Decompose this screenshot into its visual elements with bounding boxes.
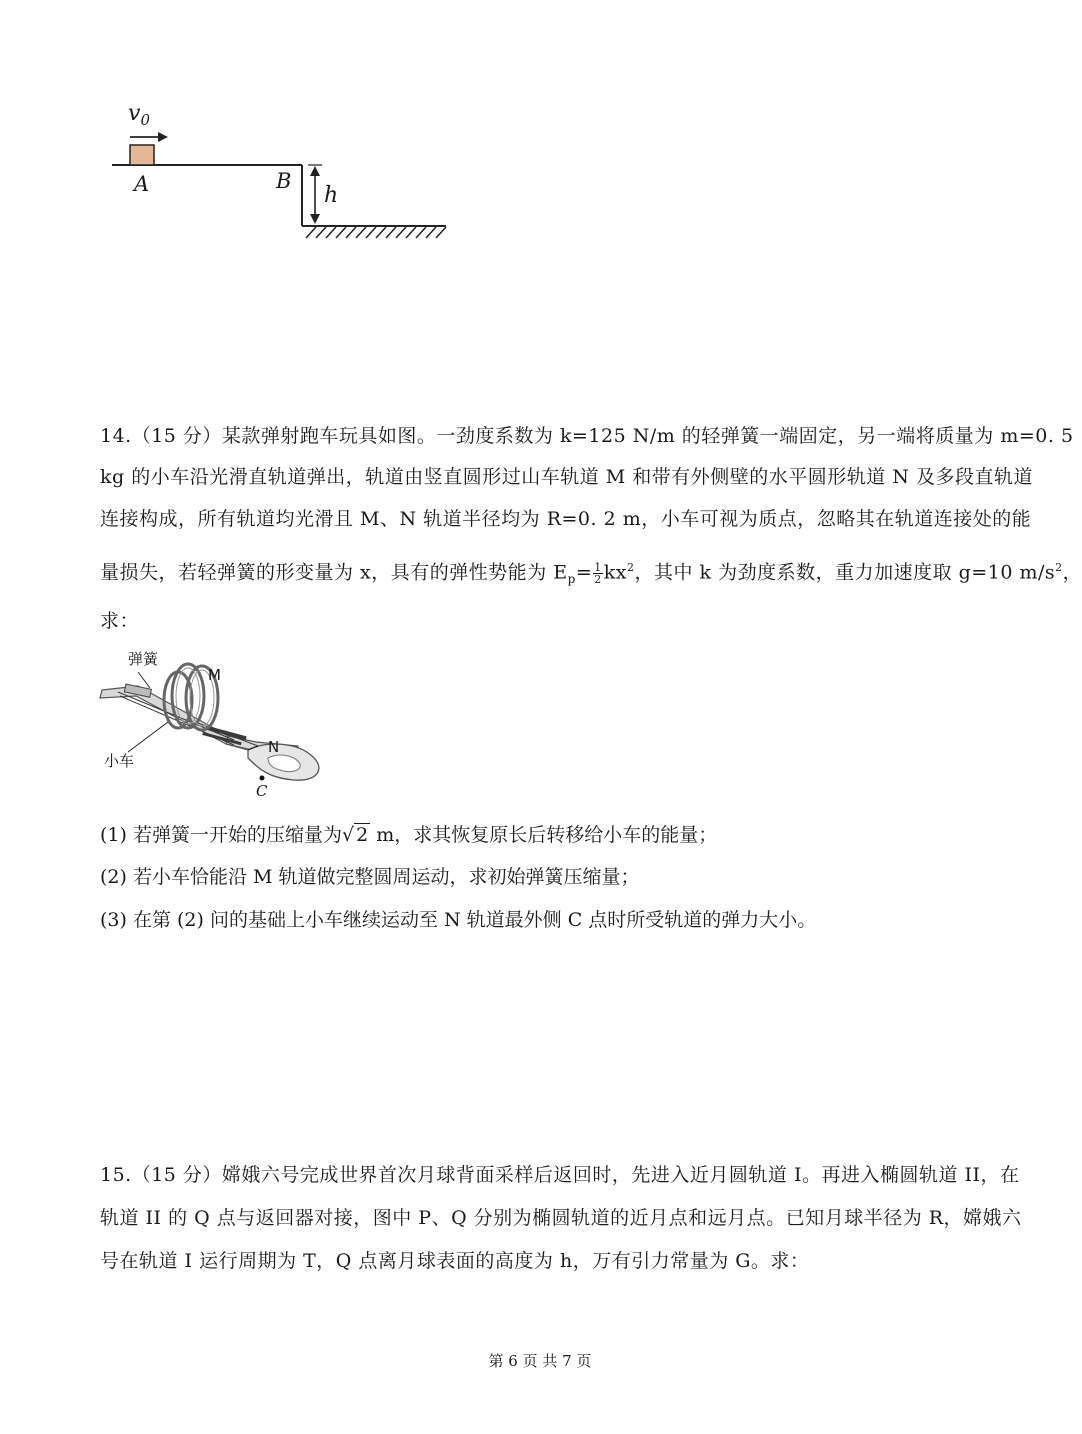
q14-line-5: 求： xyxy=(100,610,140,632)
height-label: h xyxy=(324,183,339,208)
block-a xyxy=(130,145,154,165)
velocity-label: $v_0$ xyxy=(128,101,150,129)
q15-line-2: 轨道 II 的 Q 点与返回器对接，图中 P、Q 分别为椭圆轨道的近月点和远月点。已知月球半径为 R，嫦娥六 xyxy=(100,1207,1022,1229)
velocity-arrow xyxy=(158,132,168,142)
toy-track-figure xyxy=(98,648,328,798)
fraction-half: $\frac{1}{2}$ xyxy=(594,560,602,586)
n-label: N xyxy=(268,738,280,756)
point-a-label: A xyxy=(134,172,150,196)
q14-line-1: 14.（15 分）某款弹射跑车玩具如图。一劲度系数为 k=125 N/m 的轻弹簧一端固定，另一端将质量为 m=0. 5 xyxy=(100,425,1074,447)
block-ledge-figure xyxy=(100,90,460,250)
q14-line-3: 连接构成，所有轨道均光滑且 M、N 轨道半径均为 R=0. 2 m，小车可视为质点，忽略其在轨道连接处的能 xyxy=(100,508,1032,530)
sqrt-symbol: √ 2 xyxy=(341,824,369,846)
q15-line-1: 15.（15 分）嫦娥六号完成世界首次月球背面采样后返回时，先进入近月圆轨道 I。再进入椭圆轨道 II，在 xyxy=(100,1164,1020,1186)
m-label: M xyxy=(208,666,221,684)
q14-subquestion-2: (2) 若小车恰能沿 M 轨道做完整圆周运动，求初始弹簧压缩量； xyxy=(100,866,640,888)
q15-line-3: 号在轨道 I 运行周期为 T，Q 点离月球表面的高度为 h，万有引力常量为 G。求： xyxy=(100,1250,810,1272)
c-label: C xyxy=(256,782,268,800)
q14-line-4: 量损失，若轻弹簧的形变量为 x，具有的弹性势能为 $E_p=$ $\frac{1}{2}$ $kx^2$，其中 k 为劲度系数，重力加速度取 g=10 $m/s^2$， xyxy=(100,560,1082,587)
spring-label: 弹簧 xyxy=(128,650,159,668)
q14-subquestion-3: (3) 在第 (2) 问的基础上小车继续运动至 N 轨道最外侧 C 点时所受轨道的弹力大小。 xyxy=(100,909,817,931)
page-footer: 第 6 页 共 7 页 xyxy=(488,1352,592,1370)
q14-line-2: kg 的小车沿光滑直轨道弹出，轨道由竖直圆形过山车轨道 M 和带有外侧壁的水平圆形轨道 N 及多段直轨道 xyxy=(100,466,1033,488)
point-c-dot xyxy=(260,776,265,781)
q14-subquestion-1: (1) 若弹簧一开始的压缩量为√ 2 m，求其恢复原长后转移给小车的能量； xyxy=(100,824,718,846)
point-b-label: B xyxy=(276,169,292,193)
car-label: 小车 xyxy=(104,752,135,770)
